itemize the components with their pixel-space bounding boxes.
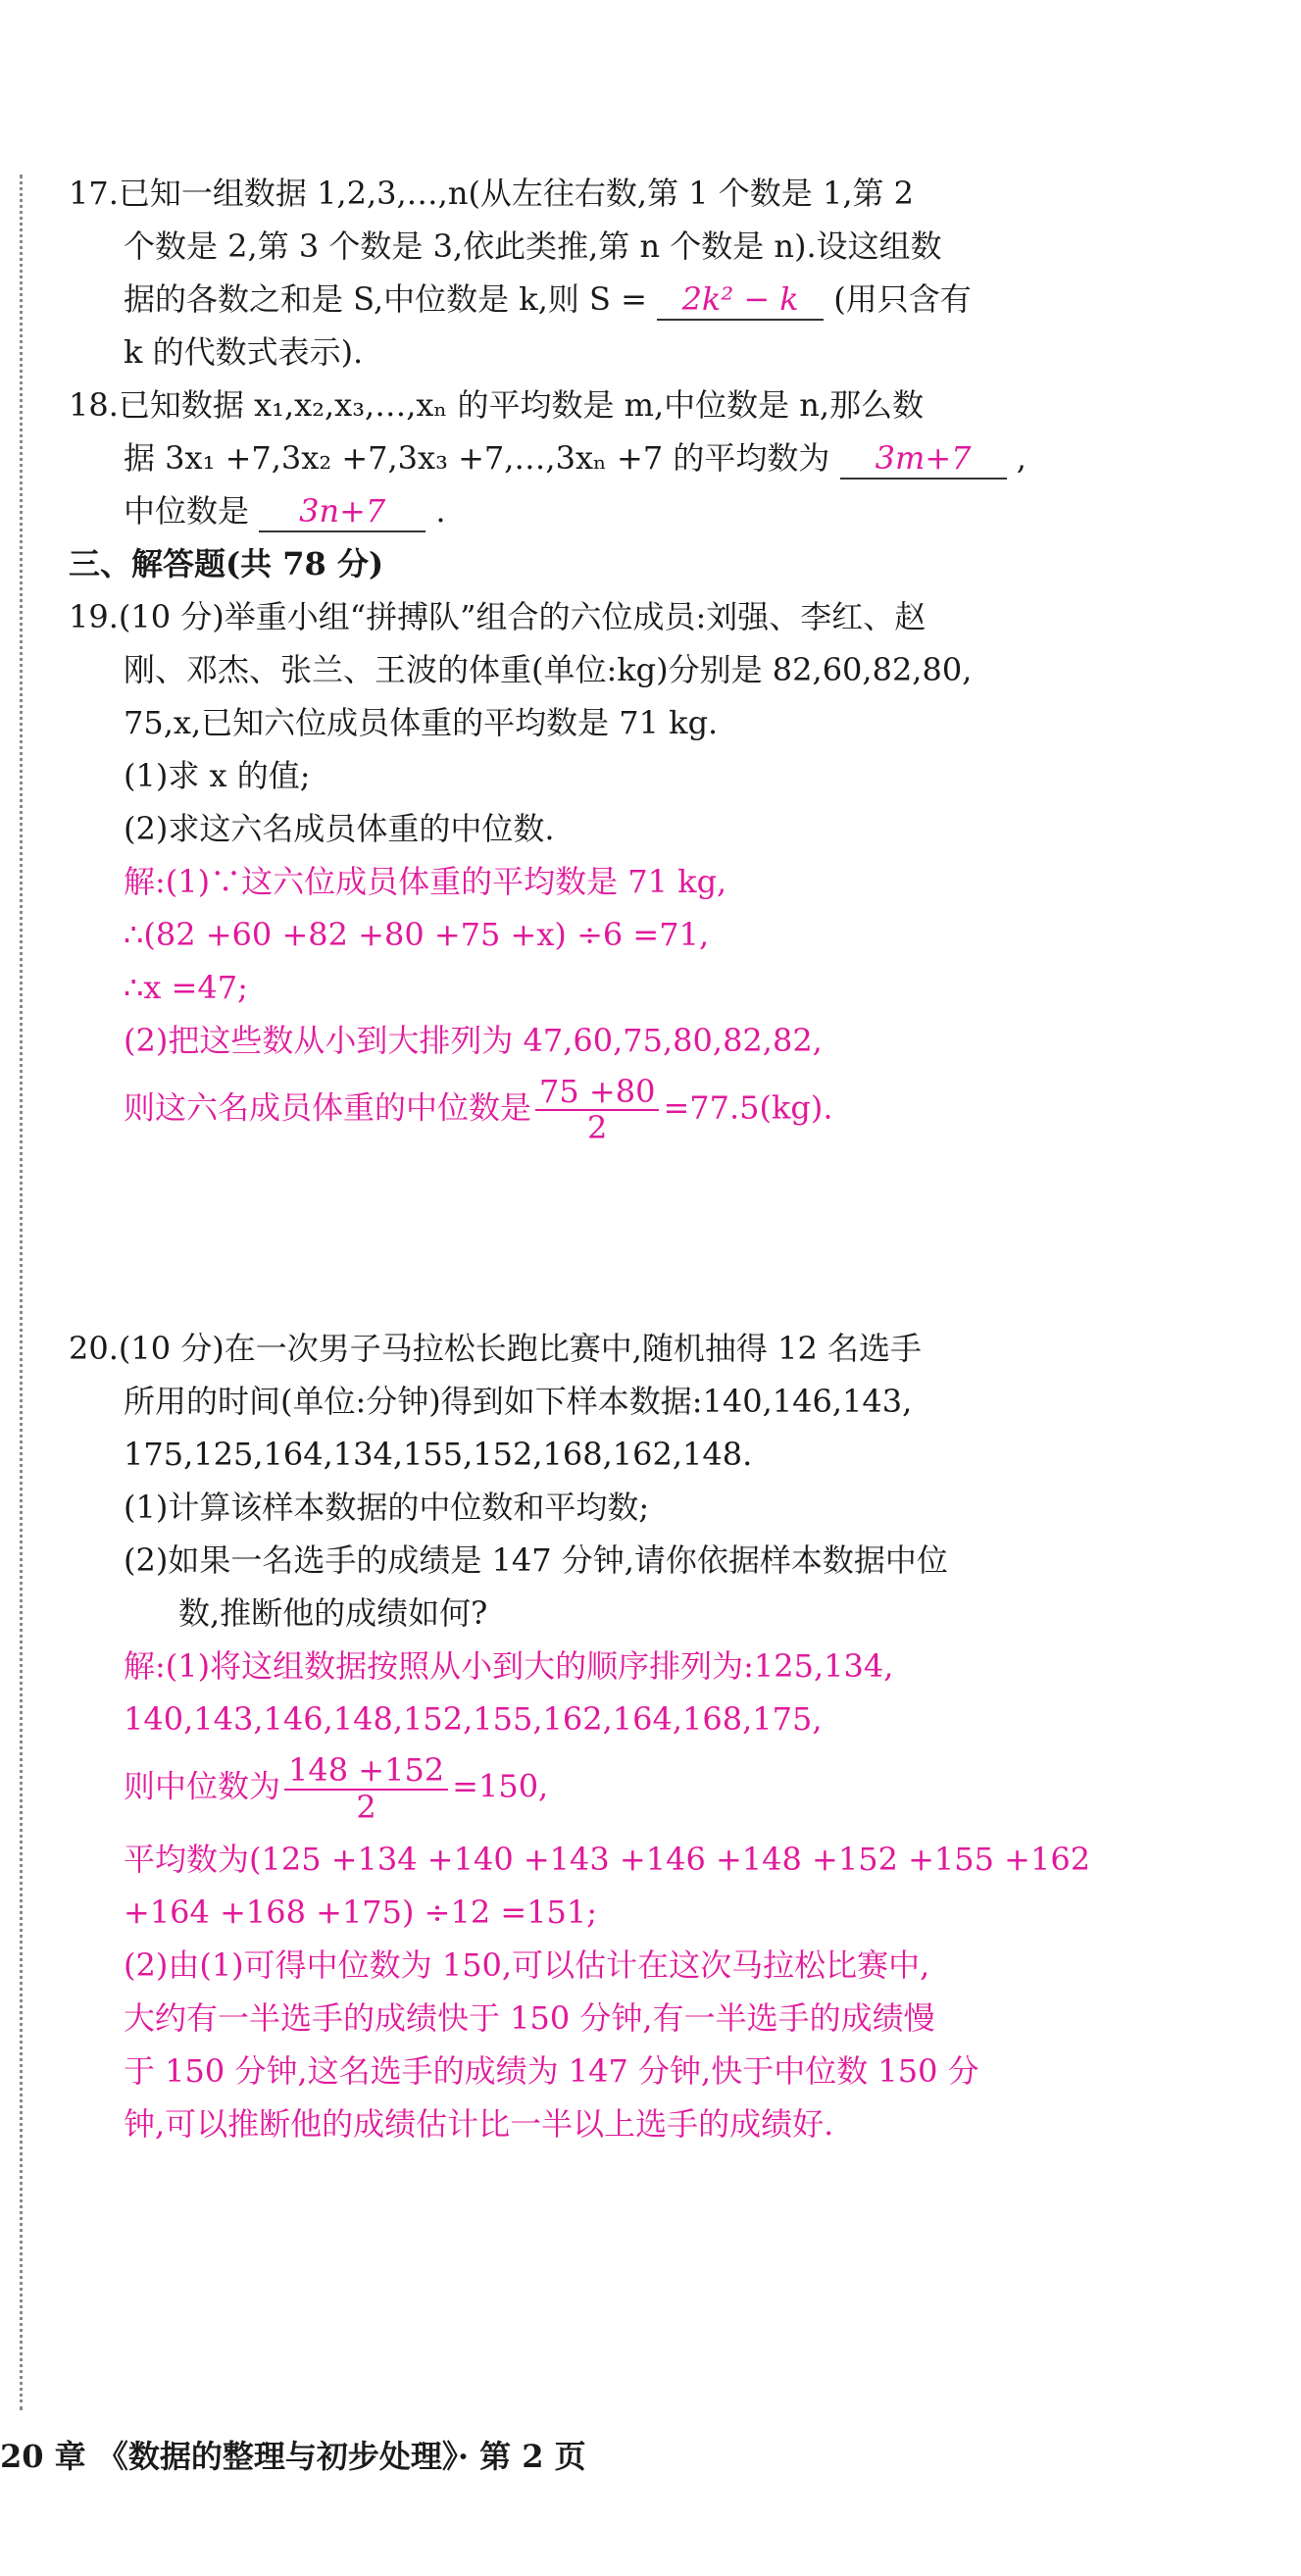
q20-fraction-numerator: 148 +152 (284, 1753, 448, 1790)
q17-answer-blank: 2k² − k (657, 279, 824, 321)
q20-subq-2: (2)如果一名选手的成绩是 147 分钟,请你依据样本数据中位 (124, 1541, 948, 1580)
q18-median-label: 中位数是 (124, 492, 250, 530)
q19-subq-1: (1)求 x 的值; (124, 757, 311, 794)
q20-answer-line-9: 钟,可以推断他的成绩估计比一半以上选手的成绩好. (124, 2104, 834, 2143)
q19-answer-result: =77.5(kg). (663, 1088, 833, 1127)
q19-line-2: 刚、邓杰、张兰、王波的体重(单位:kg)分别是 82,60,82,80, (124, 651, 973, 688)
q17-line-2: 个数是 2,第 3 个数是 3,依此类推,第 n 个数是 n).设这组数 (124, 227, 942, 265)
q20-line-2: 所用的时间(单位:分钟)得到如下样本数据:140,146,143, (124, 1383, 913, 1421)
q17-text: 据的各数之和是 S,中位数是 k,则 S = (124, 280, 647, 318)
section-heading: 三、解答题(共 78 分) (69, 545, 384, 582)
q19-line-3: 75,x,已知六位成员体重的平均数是 71 kg. (124, 704, 719, 741)
q19-answer-line-2: ∴(82 +60 +82 +80 +75 +x) ÷6 =71, (124, 916, 710, 953)
q20-answer-line-1: 解:(1)将这组数据按照从小到大的顺序排列为:125,134, (124, 1647, 894, 1686)
question-18 (69, 379, 1049, 537)
q17-text-post: (用只含有 (833, 280, 972, 318)
q20-answer-line-4: 平均数为(125 +134 +140 +143 +146 +148 +152 +155 +162 (124, 1840, 1091, 1878)
q19-answer-line-1: 解:(1)∵这六位成员体重的平均数是 71 kg, (124, 863, 727, 900)
q20-fraction (284, 1753, 448, 1824)
answer-space (69, 1145, 1049, 1322)
q17-line-1: 17.已知一组数据 1,2,3,…,n(从左往右数,第 1 个数是 1,第 2 (69, 175, 915, 212)
q20-subq-1: (1)计算该样本数据的中位数和平均数; (124, 1489, 650, 1527)
q20-answer-line-3 (69, 1753, 1049, 1824)
q17-line-4: k 的代数式表示). (124, 333, 364, 371)
q20-line-1: 20.(10 分)在一次男子马拉松长跑比赛中,随机抽得 12 名选手 (69, 1330, 922, 1368)
q20-answer-line-5: +164 +168 +175) ÷12 =151; (124, 1893, 598, 1931)
question-20 (69, 1322, 1091, 2149)
q20-answer-line-6: (2)由(1)可得中位数为 150,可以估计在这次马拉松比赛中, (124, 1945, 930, 1984)
q20-answer-line-7: 大约有一半选手的成绩快于 150 分钟,有一半选手的成绩慢 (124, 1998, 935, 2037)
q20-subq-2-cont: 数,推断他的成绩如何? (178, 1594, 488, 1633)
q18-line-1: 18.已知数据 x₁,x₂,x₃,…,xₙ 的平均数是 m,中位数是 n,那么数 (69, 386, 925, 424)
q18-text: 据 3x₁ +7,3x₂ +7,3x₃ +7,…,3xₙ +7 的平均数为 (124, 439, 830, 477)
question-17 (69, 167, 1049, 379)
q20-fraction-denominator: 2 (356, 1788, 376, 1826)
q18-line-2 (69, 431, 1049, 484)
q19-answer-line-4: (2)把这些数从小到大排列为 47,60,75,80,82,82, (124, 1022, 823, 1059)
q20-answer-result: =150, (452, 1768, 549, 1806)
q18-median-answer-blank: 3n+7 (259, 491, 425, 532)
q18-mean-answer-blank: 3m+7 (840, 438, 1007, 480)
q18-text-period: . (435, 492, 446, 530)
q20-line-3: 175,125,164,134,155,152,168,162,148. (124, 1436, 753, 1474)
q19-line-1: 19.(10 分)举重小组“拼搏队”组合的六位成员:刘强、李红、赵 (69, 598, 926, 635)
q19-fraction-denominator: 2 (587, 1109, 608, 1147)
page-footer: 20 章 《数据的整理与初步处理》· 第 2 页 (0, 2438, 586, 2475)
worksheet-content (69, 167, 1091, 2150)
q20-answer-line-8: 于 150 分钟,这名选手的成绩为 147 分钟,快于中位数 150 分 (124, 2051, 979, 2090)
margin-dotted-line (20, 175, 23, 2410)
q19-fraction-numerator: 75 +80 (535, 1075, 659, 1111)
q20-answer-line-2: 140,143,146,148,152,155,162,164,168,175, (124, 1700, 823, 1739)
q20-answer-text: 则中位数为 (124, 1768, 281, 1806)
q19-subq-2: (2)求这六名成员体重的中位数. (124, 810, 555, 847)
q17-line-3 (69, 273, 1049, 326)
q18-line-3 (69, 484, 1049, 537)
q18-text-comma: , (1016, 439, 1026, 477)
q19-fraction (535, 1075, 659, 1145)
q19-answer-text: 则这六名成员体重的中位数是 (124, 1088, 532, 1127)
question-19 (69, 590, 1049, 1145)
q19-answer-line-5 (69, 1075, 1049, 1145)
q19-answer-line-3: ∴x =47; (124, 969, 248, 1006)
